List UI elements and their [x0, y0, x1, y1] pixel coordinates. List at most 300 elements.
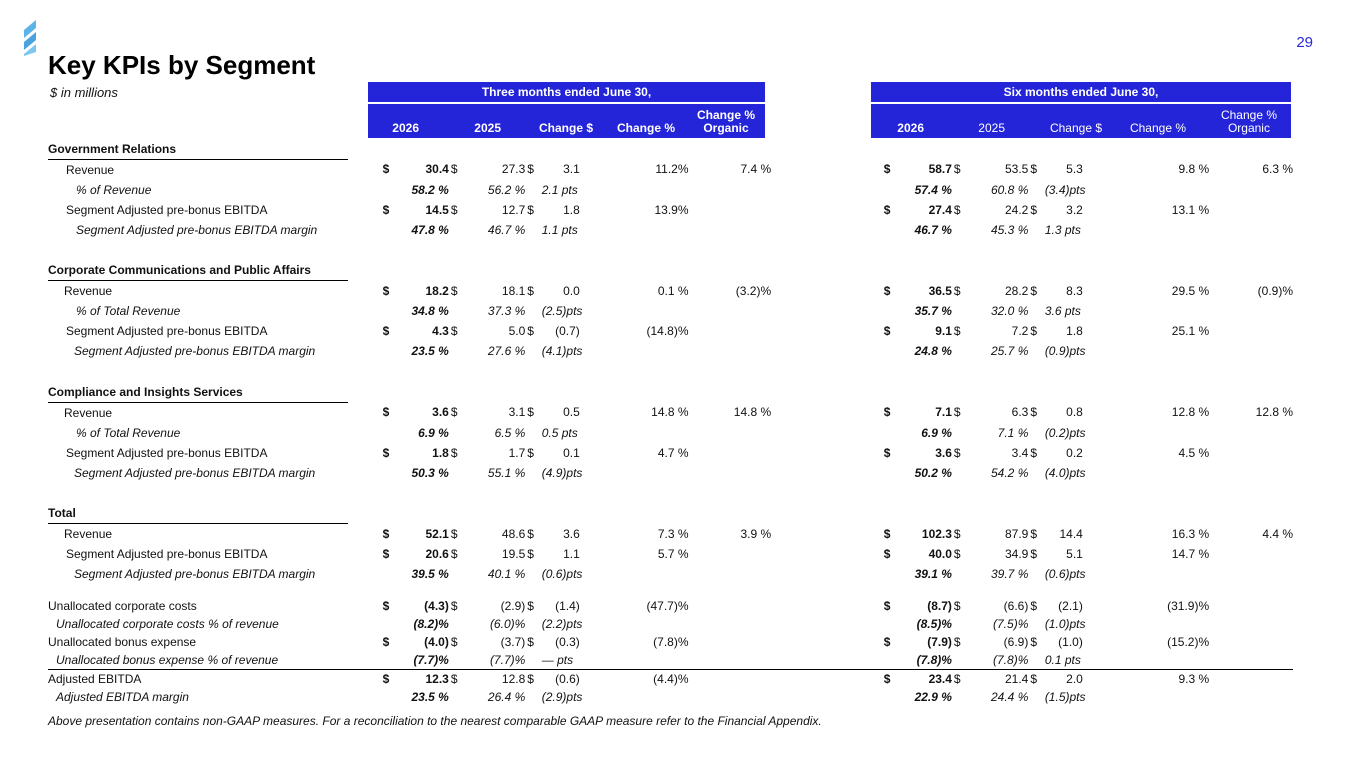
6m-change-pct-value: (31.9)% — [1167, 599, 1210, 613]
dollar-sign: $ — [382, 599, 390, 613]
period-spacer — [771, 633, 882, 651]
dollar-sign: $ — [527, 283, 534, 298]
kpi-row-segment-adjusted-pre-bonus-ebitda — [48, 443, 1293, 463]
6m-change-pct-value — [1107, 615, 1209, 633]
3m-2025-value: 46.7 % — [487, 222, 526, 237]
6m-2026-value: 40.0 — [928, 547, 952, 561]
dollar-sign — [1028, 651, 1042, 670]
spacer-cell — [348, 463, 381, 483]
3m-2025-value: 3.1 — [508, 405, 526, 420]
6m-change-pct-value — [1107, 341, 1209, 361]
6m-change-organic-value — [1209, 200, 1293, 220]
dollar-sign — [952, 180, 966, 200]
dollar-sign — [952, 220, 966, 240]
kpi-row-segment-adjusted-pre-bonus-ebitda — [48, 200, 1293, 220]
6m-2025-value: 39.7 % — [991, 567, 1029, 581]
3m-change-pct-value: (7.8)% — [653, 635, 689, 649]
dollar-sign: $ — [883, 635, 891, 649]
3m-2025-value: 19.5 — [501, 547, 526, 561]
3m-2025-value: 26.4 % — [487, 690, 526, 704]
dollar-sign — [449, 463, 463, 483]
6m-2025-value: 34.9 — [1005, 547, 1029, 561]
6m-change-dollar-value: (1.0)pts — [1044, 617, 1086, 631]
6m-change-organic-value — [1209, 597, 1293, 615]
period-spacer — [771, 159, 882, 180]
3m-change-dollar-value: (2.9)pts — [541, 690, 583, 704]
dollar-sign: $ — [1030, 635, 1038, 649]
6m-change-organic-value — [1209, 544, 1293, 564]
3m-change-pct-value — [604, 341, 689, 361]
spacer-cell — [348, 564, 381, 584]
kpi-row-revenue — [48, 524, 1293, 545]
spacer-cell — [348, 633, 381, 651]
3m-change-organic-value — [689, 200, 772, 220]
spacer-row — [48, 483, 1293, 504]
period-spacer — [771, 688, 882, 706]
6m-change-organic-value — [1209, 633, 1293, 651]
section-header-corporate-communications-and-public-affairs — [48, 261, 1293, 281]
dollar-sign: $ — [883, 526, 891, 541]
6m-2026-value: 58.7 — [928, 162, 952, 177]
3m-change-dollar-value: (2.2)pts — [541, 617, 583, 631]
dollar-sign: $ — [883, 162, 891, 177]
dollar-sign: $ — [1030, 202, 1038, 217]
6m-2025-value: 3.4 — [1011, 445, 1029, 460]
6m-change-dollar-value: 3.2 — [1066, 202, 1083, 217]
dollar-sign: $ — [1030, 599, 1038, 613]
dollar-sign — [449, 220, 463, 240]
col-6m-change-pct: Change % — [1129, 121, 1186, 135]
dollar-sign — [525, 615, 539, 633]
6m-2026-value: 22.9 % — [914, 690, 952, 704]
6m-change-dollar-value: (1.0) — [1058, 635, 1083, 649]
dollar-sign: $ — [527, 162, 534, 177]
col-6m-change-organic: Change % Organic — [1220, 108, 1277, 135]
kpi-row-segment-adjusted-pre-bonus-ebitda — [48, 321, 1293, 341]
dollar-sign — [1028, 301, 1042, 321]
dollar-sign — [1028, 341, 1042, 361]
3m-change-dollar-value: 3.6 — [563, 526, 580, 541]
dollar-sign: $ — [883, 547, 891, 561]
3m-change-organic-value — [689, 633, 772, 651]
dollar-sign: $ — [450, 672, 458, 686]
6m-2026-value: (8.7) — [927, 599, 952, 613]
dollar-sign — [882, 220, 896, 240]
3m-change-dollar-value: 0.0 — [563, 283, 580, 298]
spacer-cell — [348, 159, 381, 180]
col-3m-change-pct: Change % — [616, 121, 675, 135]
dollar-sign: $ — [450, 202, 458, 217]
col-6m-2026: 2026 — [897, 121, 924, 135]
6m-2025-value: 53.5 — [1005, 162, 1029, 177]
3m-2025-value: (7.7)% — [463, 651, 525, 670]
6m-2026-value: 23.4 — [928, 672, 952, 686]
3m-2026-value: (4.3) — [424, 599, 449, 613]
section-header-compliance-and-insights-services — [48, 382, 1293, 402]
dollar-sign — [525, 180, 539, 200]
6m-2025-value: 24.4 % — [991, 690, 1029, 704]
dollar-sign: $ — [953, 526, 961, 541]
3m-change-dollar-value: (0.3) — [555, 635, 580, 649]
3m-change-dollar-value: 1.8 — [563, 202, 580, 217]
3m-2025-value: 56.2 % — [487, 182, 526, 197]
6m-change-dollar-value: 2.0 — [1066, 672, 1083, 686]
dollar-sign — [525, 341, 539, 361]
spacer-cell — [348, 524, 381, 545]
6m-2026-value: 46.7 % — [914, 222, 952, 237]
3m-2026-value: 18.2 — [425, 283, 449, 298]
spacer-cell — [348, 670, 381, 689]
row-label: Unallocated corporate costs % of revenue — [56, 617, 279, 631]
spacer-cell — [348, 443, 381, 463]
6m-change-dollar-value: 1.8 — [1066, 324, 1083, 338]
3m-2026-value: 6.9 % — [418, 425, 449, 440]
dollar-sign — [381, 220, 395, 240]
6m-change-dollar-value: 5.1 — [1066, 547, 1083, 561]
period-spacer — [771, 564, 882, 584]
spacer-cell — [348, 402, 381, 423]
dollar-sign — [525, 220, 539, 240]
dollar-sign: $ — [527, 405, 534, 420]
dollar-sign: $ — [1030, 324, 1038, 338]
dollar-sign — [381, 180, 395, 200]
dollar-sign: $ — [953, 445, 961, 460]
kpi-row-of-revenue — [48, 180, 1293, 200]
dollar-sign — [381, 564, 395, 584]
6m-2025-value: 25.7 % — [991, 344, 1029, 358]
3m-change-pct-value: (4.4)% — [653, 672, 689, 686]
dollar-sign — [1028, 180, 1042, 200]
dollar-sign: $ — [527, 635, 534, 649]
kpi-row-revenue — [48, 281, 1293, 302]
dollar-sign — [1028, 688, 1042, 706]
6m-change-organic-value — [1209, 180, 1293, 200]
3m-change-pct-value: 14.8 % — [651, 405, 689, 420]
period-spacer — [771, 423, 882, 443]
col-3m-change-organic: Change % Organic — [696, 108, 755, 135]
6m-2026-value: 50.2 % — [914, 465, 952, 480]
6m-change-pct-value — [1107, 423, 1209, 443]
dollar-sign — [449, 180, 463, 200]
6m-change-organic-value — [1209, 423, 1293, 443]
period-spacer — [771, 524, 882, 545]
6m-change-dollar-value: 1.3 pts — [1044, 222, 1081, 237]
6m-change-organic-value — [1209, 615, 1293, 633]
dollar-sign — [381, 651, 395, 670]
dollar-sign: $ — [953, 547, 961, 561]
6m-2025-value: 54.2 % — [991, 465, 1029, 480]
3m-change-pct-value — [604, 180, 689, 200]
dollar-sign: $ — [450, 445, 458, 460]
6m-change-pct-value: 4.5 % — [1178, 445, 1210, 460]
3m-change-organic-value — [689, 321, 772, 341]
dollar-sign — [1028, 463, 1042, 483]
3m-change-organic-value — [689, 220, 772, 240]
6m-change-pct-value: 9.3 % — [1178, 672, 1210, 686]
6m-change-organic-value — [1209, 321, 1293, 341]
6m-change-dollar-value: (0.9)pts — [1044, 344, 1086, 358]
kpi-row-adjusted-ebitda-margin — [48, 688, 1293, 706]
6m-change-pct-value: 9.8 % — [1178, 162, 1210, 177]
period-spacer — [771, 443, 882, 463]
logo-chevrons-icon — [24, 20, 38, 56]
dollar-sign — [882, 180, 896, 200]
dollar-sign — [882, 651, 896, 670]
kpi-row-segment-adjusted-pre-bonus-ebitda — [48, 544, 1293, 564]
3m-change-dollar-value: (0.6)pts — [541, 567, 583, 581]
6m-change-organic-value — [1209, 564, 1293, 584]
6m-change-pct-value: 13.1 % — [1171, 202, 1210, 217]
6m-change-dollar-value: 0.8 — [1066, 405, 1083, 420]
6m-2026-value: 9.1 — [935, 324, 952, 338]
3m-change-organic-value — [689, 180, 772, 200]
3m-change-dollar-value: (1.4) — [555, 599, 580, 613]
3m-change-organic-value — [689, 670, 772, 689]
page-number: 29 — [1296, 34, 1313, 51]
dollar-sign: $ — [527, 672, 534, 686]
3m-change-pct-value: (47.7)% — [646, 599, 689, 613]
row-label: % of Total Revenue — [76, 425, 181, 440]
dollar-sign: $ — [382, 202, 390, 217]
dollar-sign — [381, 463, 395, 483]
dollar-sign: $ — [450, 324, 458, 338]
dollar-sign: $ — [527, 526, 534, 541]
3m-change-organic-value — [689, 688, 772, 706]
section-header-total — [48, 504, 1293, 524]
3m-change-organic-value — [689, 544, 772, 564]
3m-change-organic-value — [689, 651, 772, 670]
dollar-sign: $ — [382, 324, 390, 338]
3m-change-organic-value — [689, 564, 772, 584]
6m-change-pct-value: 14.7 % — [1171, 547, 1210, 561]
6m-change-organic-value — [1209, 301, 1293, 321]
3m-2025-value: (3.7) — [500, 635, 526, 649]
dollar-sign — [952, 688, 966, 706]
3m-change-dollar-value: (0.7) — [555, 324, 580, 338]
col-6m-2025: 2025 — [978, 121, 1005, 135]
3m-2026-value: 4.3 — [432, 324, 449, 338]
kpi-row-segment-adjusted-pre-bonus-ebitda-margin — [48, 463, 1293, 483]
dollar-sign: $ — [450, 635, 458, 649]
period-spacer — [771, 651, 882, 670]
dollar-sign: $ — [382, 405, 390, 420]
period-spacer — [771, 463, 882, 483]
kpi-row-segment-adjusted-pre-bonus-ebitda-margin — [48, 341, 1293, 361]
dollar-sign: $ — [382, 283, 390, 298]
6m-2025-value: (6.9) — [1003, 635, 1029, 649]
3m-change-dollar-value: 1.1 — [563, 547, 580, 561]
3m-change-pct-value: 0.1 % — [657, 283, 689, 298]
3m-2026-value: 12.3 — [425, 672, 449, 686]
dollar-sign: $ — [450, 405, 458, 420]
dollar-sign — [1028, 423, 1042, 443]
period-spacer — [771, 597, 882, 615]
dollar-sign — [952, 615, 966, 633]
3m-change-pct-value: 7.3 % — [657, 526, 689, 541]
3m-change-organic-value: 7.4 % — [740, 162, 772, 177]
col-3m-change-dollar: Change $ — [538, 121, 593, 135]
3m-2026-value: 30.4 — [425, 162, 449, 177]
3m-change-dollar-value: (4.1)pts — [541, 344, 583, 358]
row-label: Revenue — [64, 284, 113, 298]
3m-change-dollar-value: 2.1 pts — [541, 182, 578, 197]
3m-change-pct-value — [604, 463, 689, 483]
dollar-sign: $ — [1030, 672, 1038, 686]
row-label: Segment Adjusted pre-bonus EBITDA — [66, 202, 268, 217]
3m-change-dollar-value: (2.5)pts — [541, 304, 583, 318]
kpi-row-segment-adjusted-pre-bonus-ebitda-margin — [48, 220, 1293, 240]
3m-2026-value: 23.5 % — [411, 690, 449, 704]
3m-change-organic-value: 14.8 % — [733, 405, 772, 420]
dollar-sign: $ — [382, 547, 390, 561]
dollar-sign: $ — [450, 547, 458, 561]
row-label: Segment Adjusted pre-bonus EBITDA — [66, 445, 268, 460]
period-spacer — [771, 220, 882, 240]
dollar-sign: $ — [382, 672, 390, 686]
dollar-sign — [381, 301, 395, 321]
dollar-sign: $ — [1030, 162, 1038, 177]
kpi-row-revenue — [48, 159, 1293, 180]
6m-2026-value: (7.9) — [927, 635, 952, 649]
dollar-sign: $ — [953, 635, 961, 649]
dollar-sign — [381, 688, 395, 706]
3m-change-dollar-value: — pts — [540, 651, 604, 670]
period-spacer — [771, 200, 882, 220]
6m-change-dollar-value: 5.3 — [1066, 162, 1083, 177]
3m-2025-value: (6.0)% — [489, 617, 526, 631]
dollar-sign — [525, 688, 539, 706]
dollar-sign: $ — [883, 599, 891, 613]
3m-2025-value: 18.1 — [501, 283, 526, 298]
row-label: Unallocated bonus expense % of revenue — [48, 651, 348, 670]
3m-change-pct-value — [604, 220, 689, 240]
row-label: % of Total Revenue — [76, 304, 181, 318]
6m-2026-value: 6.9 % — [921, 425, 952, 440]
row-label: Revenue — [66, 162, 115, 177]
page-title: Key KPIs by Segment — [48, 50, 316, 80]
row-label: Segment Adjusted pre-bonus EBITDA margin — [74, 567, 316, 581]
dollar-sign — [1028, 564, 1042, 584]
6m-change-organic-value — [1209, 341, 1293, 361]
6m-change-organic-value: 6.3 % — [1262, 162, 1293, 177]
6m-change-pct-value: 12.8 % — [1171, 405, 1210, 420]
dollar-sign — [449, 651, 463, 670]
3m-change-pct-value — [604, 651, 689, 670]
kpi-row-of-total-revenue — [48, 423, 1293, 443]
dollar-sign: $ — [527, 599, 534, 613]
dollar-sign — [882, 301, 896, 321]
kpi-row-of-total-revenue — [48, 301, 1293, 321]
kpi-row-segment-adjusted-pre-bonus-ebitda-margin — [48, 564, 1293, 584]
6m-change-organic-value: 12.8 % — [1255, 405, 1293, 420]
6m-2025-value: 24.2 — [1005, 202, 1029, 217]
period-spacer — [771, 670, 882, 689]
3m-change-pct-value — [604, 301, 689, 321]
dollar-sign — [449, 688, 463, 706]
3m-2025-value: 48.6 — [501, 526, 526, 541]
kpi-row-revenue — [48, 402, 1293, 423]
dollar-sign: $ — [953, 202, 961, 217]
spacer-row — [48, 361, 1293, 382]
period-spacer — [771, 321, 882, 341]
dollar-sign: $ — [382, 162, 390, 177]
6m-2025-value: 7.2 — [1011, 324, 1029, 338]
dollar-sign: $ — [382, 526, 390, 541]
period-spacer — [771, 544, 882, 564]
row-label: Revenue — [64, 527, 113, 541]
dollar-sign — [952, 423, 966, 443]
section-title: Government Relations — [48, 139, 348, 159]
six-months-columns — [871, 104, 1291, 138]
3m-2026-value: 58.2 % — [411, 182, 449, 197]
3m-change-organic-value — [689, 443, 772, 463]
3m-2025-value: 12.7 — [501, 202, 526, 217]
col-6m-change-dollar: Change $ — [1049, 121, 1102, 135]
6m-change-pct-value: 25.1 % — [1171, 324, 1210, 338]
3m-change-pct-value: 11.2% — [655, 162, 689, 177]
3m-2026-value: 3.6 — [432, 405, 449, 420]
3m-2025-value: 12.8 — [501, 672, 526, 686]
6m-2025-value: 7.1 % — [997, 425, 1029, 440]
6m-change-organic-value — [1209, 688, 1293, 706]
period-spacer — [771, 301, 882, 321]
6m-change-pct-value — [1107, 564, 1209, 584]
dollar-sign: $ — [953, 599, 961, 613]
period-spacer — [771, 281, 882, 302]
3m-2025-value: 1.7 — [508, 445, 526, 460]
3m-change-dollar-value: (0.6) — [555, 672, 580, 686]
dollar-sign: $ — [450, 526, 458, 541]
dollar-sign — [525, 651, 539, 670]
row-label: Segment Adjusted pre-bonus EBITDA margin — [74, 344, 316, 358]
6m-change-dollar-value: 0.1 pts — [1043, 651, 1107, 670]
3m-2025-value: 40.1 % — [487, 567, 526, 581]
dollar-sign — [381, 615, 395, 633]
dollar-sign — [525, 423, 539, 443]
6m-change-pct-value — [1107, 180, 1209, 200]
row-label: Segment Adjusted pre-bonus EBITDA — [66, 547, 268, 561]
dollar-sign — [882, 564, 896, 584]
3m-2026-value: 52.1 — [425, 526, 449, 541]
dollar-sign — [882, 341, 896, 361]
dollar-sign — [1028, 615, 1042, 633]
6m-change-dollar-value: (3.4)pts — [1044, 182, 1086, 197]
spacer-row — [48, 240, 1293, 261]
dollar-sign: $ — [883, 405, 891, 420]
3m-change-pct-value: 5.7 % — [657, 547, 689, 561]
3m-2025-value: 27.6 % — [487, 344, 526, 358]
6m-2026-value: 3.6 — [935, 445, 952, 460]
dollar-sign — [1028, 220, 1042, 240]
period-spacer — [771, 341, 882, 361]
dollar-sign — [882, 463, 896, 483]
3m-2026-value: (4.0) — [424, 635, 449, 649]
dollar-sign — [882, 423, 896, 443]
3m-2025-value: 55.1 % — [487, 465, 526, 480]
6m-2025-value: (6.6) — [1003, 599, 1029, 613]
3m-change-organic-value — [689, 341, 772, 361]
dollar-sign — [952, 341, 966, 361]
6m-2026-value: (8.5)% — [916, 617, 952, 631]
6m-2025-value: 32.0 % — [991, 304, 1029, 318]
row-label: Segment Adjusted pre-bonus EBITDA margin — [74, 465, 316, 480]
3m-change-pct-value: (14.8)% — [646, 324, 689, 338]
spacer-cell — [348, 321, 381, 341]
3m-change-organic-value — [689, 615, 772, 633]
6m-change-pct-value: (15.2)% — [1167, 635, 1210, 649]
spacer-cell — [348, 688, 381, 706]
6m-2026-value: 57.4 % — [914, 182, 952, 197]
